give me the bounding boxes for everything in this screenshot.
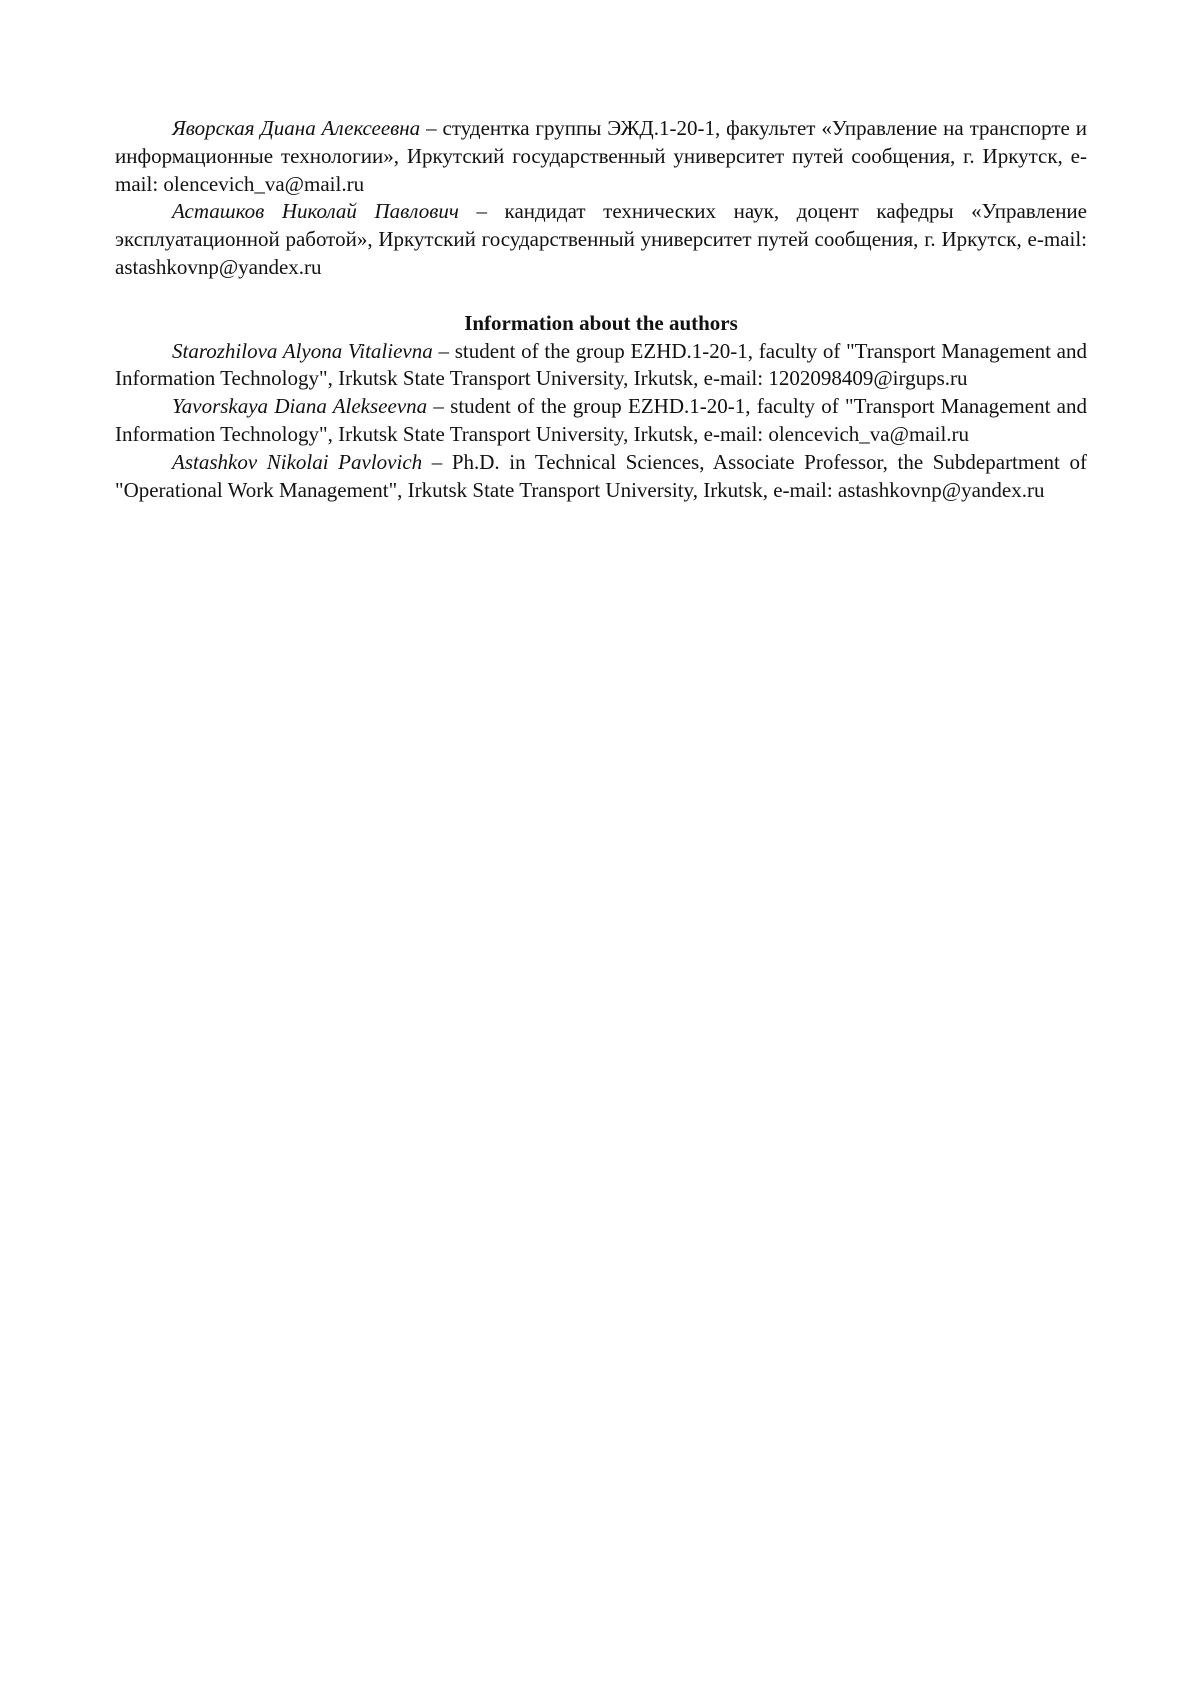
author-name: Starozhilova Alyona Vitalievna [172, 338, 433, 363]
author-name: Асташков Николай Павлович [172, 199, 459, 224]
document-page [115, 115, 1087, 504]
author-details: – student of the group EZHD.1-20-1, faculty of "Transport Management and Information Technology", Irkutsk State Transport University, Irkutsk, e-mail: olencevich_va@mail.ru [115, 394, 1087, 446]
author-name: Yavorskaya Diana Alekseevna [172, 394, 428, 419]
author-details: – студентка группы ЭЖД.1-20-1, факультет «Управление на транспорте и информационные технологии», Иркутский государственный университет путей сообщения, г. Иркутск, e-mail: olencevich_va@mail.ru [115, 116, 1087, 196]
author-entry-en-starozhilova [115, 338, 1087, 394]
author-details: – Ph.D. in Technical Sciences, Associate Professor, the Subdepartment of "Operational Work Management", Irkutsk State Transport University, Irkutsk, e-mail: astashkovnp@yandex.ru [115, 449, 1087, 502]
author-details: – student of the group EZHD.1-20-1, faculty of "Transport Management and Information Technology", Irkutsk State Transport University, Irkutsk, e-mail: 1202098409@irgups.ru [115, 338, 1087, 391]
author-entry-en-yavorskaya [115, 393, 1087, 449]
author-name: Яворская Диана Алексеевна [172, 116, 421, 140]
author-details: – кандидат технических наук, доцент кафедры «Управление эксплуатационной работой», Иркутский государственный университет путей сообщения, г. Иркутск, e-mail: astashkovnp@yandex.ru [115, 199, 1087, 279]
section-heading: Information about the authors [464, 310, 738, 335]
author-entry-ru-yavorskaya [115, 115, 1087, 198]
author-name: Astashkov Nikolai Pavlovich [172, 449, 423, 474]
author-entry-en-astashkov [115, 449, 1087, 505]
author-entry-ru-astashkov [115, 198, 1087, 281]
